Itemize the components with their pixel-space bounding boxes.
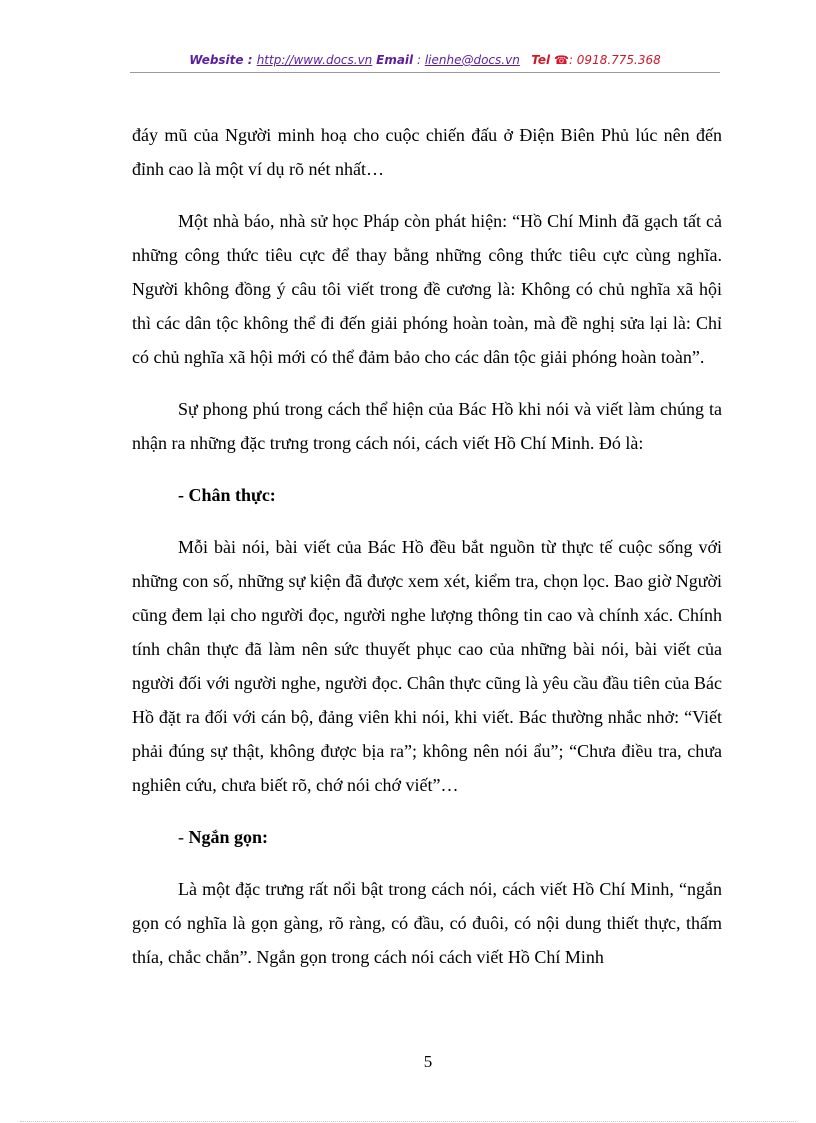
paragraph: Sự phong phú trong cách thể hiện của Bác Hồ khi nói và viết làm chúng ta nhận ra những đặc trưng trong cách nói, cách viết Hồ Chí Minh. Đó là:	[132, 399, 722, 453]
paragraph: Là một đặc trưng rất nổi bật trong cách nói, cách viết Hồ Chí Minh, “ngắn gọn có nghĩa là gọn gàng, rõ ràng, có đầu, có đuôi, có nội dung thiết thực, thấm thía, chắc chắn”. Ngắn gọn trong cách nói cách viết Hồ Chí Minh	[132, 879, 722, 967]
email-separator: :	[413, 53, 425, 67]
tel-value: : 0918.775.368	[568, 53, 661, 67]
heading-dash: -	[178, 827, 189, 847]
tel-label: Tel	[531, 53, 551, 67]
paragraph: đáy mũ của Người minh hoạ cho cuộc chiến đấu ở Điện Biên Phủ lúc nên đến đỉnh cao là một ví dụ rõ nét nhất…	[132, 125, 722, 179]
page-header	[130, 50, 720, 73]
heading-text: Ngắn gọn:	[188, 827, 269, 847]
email-link[interactable]: lienhe@docs.vn	[424, 53, 520, 67]
paragraph: Một nhà báo, nhà sử học Pháp còn phát hiện: “Hồ Chí Minh đã gạch tất cả những công thức tiêu cực để thay bằng những công thức tiêu cực cùng nghĩa. Người không đồng ý câu tôi viết trong đề cương là: Không có chủ nghĩa xã hội thì các dân tộc không thể đi đến giải phóng hoàn toàn, mà đề nghị sửa lại là: Chỉ có chủ nghĩa xã hội mới có thể đảm bảo cho các dân tộc giải phóng hoàn toàn”.	[132, 211, 722, 367]
paragraph: Mỗi bài nói, bài viết của Bác Hồ đều bắt nguồn từ thực tế cuộc sống với những con số, những sự kiện đã được xem xét, kiểm tra, chọn lọc. Bao giờ Người cũng đem lại cho người đọc, người nghe lượng thông tin cao và chính xác. Chính tính chân thực đã làm nên sức thuyết phục cao của những bài nói, bài viết của người đối với người nghe, người đọc. Chân thực cũng là yêu cầu đầu tiên của Bác Hồ đặt ra đối với cán bộ, đảng viên khi nói, khi viết. Bác thường nhắc nhở: “Viết phải đúng sự thật, không được bịa ra”; không nên nói ẩu”; “Chưa điều tra, chưa nghiên cứu, chưa biết rõ, chớ nói chớ viết”…	[132, 537, 722, 795]
section-heading-ngan-gon	[132, 820, 722, 854]
page-number: 5	[423, 1052, 433, 1071]
website-link[interactable]: http://www.docs.vn	[256, 53, 373, 67]
website-label: Website :	[189, 53, 257, 67]
phone-icon: ☎	[553, 53, 569, 67]
email-label: Email	[376, 53, 414, 67]
page-bottom-rule	[20, 1121, 796, 1122]
section-heading-chan-thuc: - Chân thực:	[178, 485, 276, 505]
document-body	[132, 118, 722, 992]
